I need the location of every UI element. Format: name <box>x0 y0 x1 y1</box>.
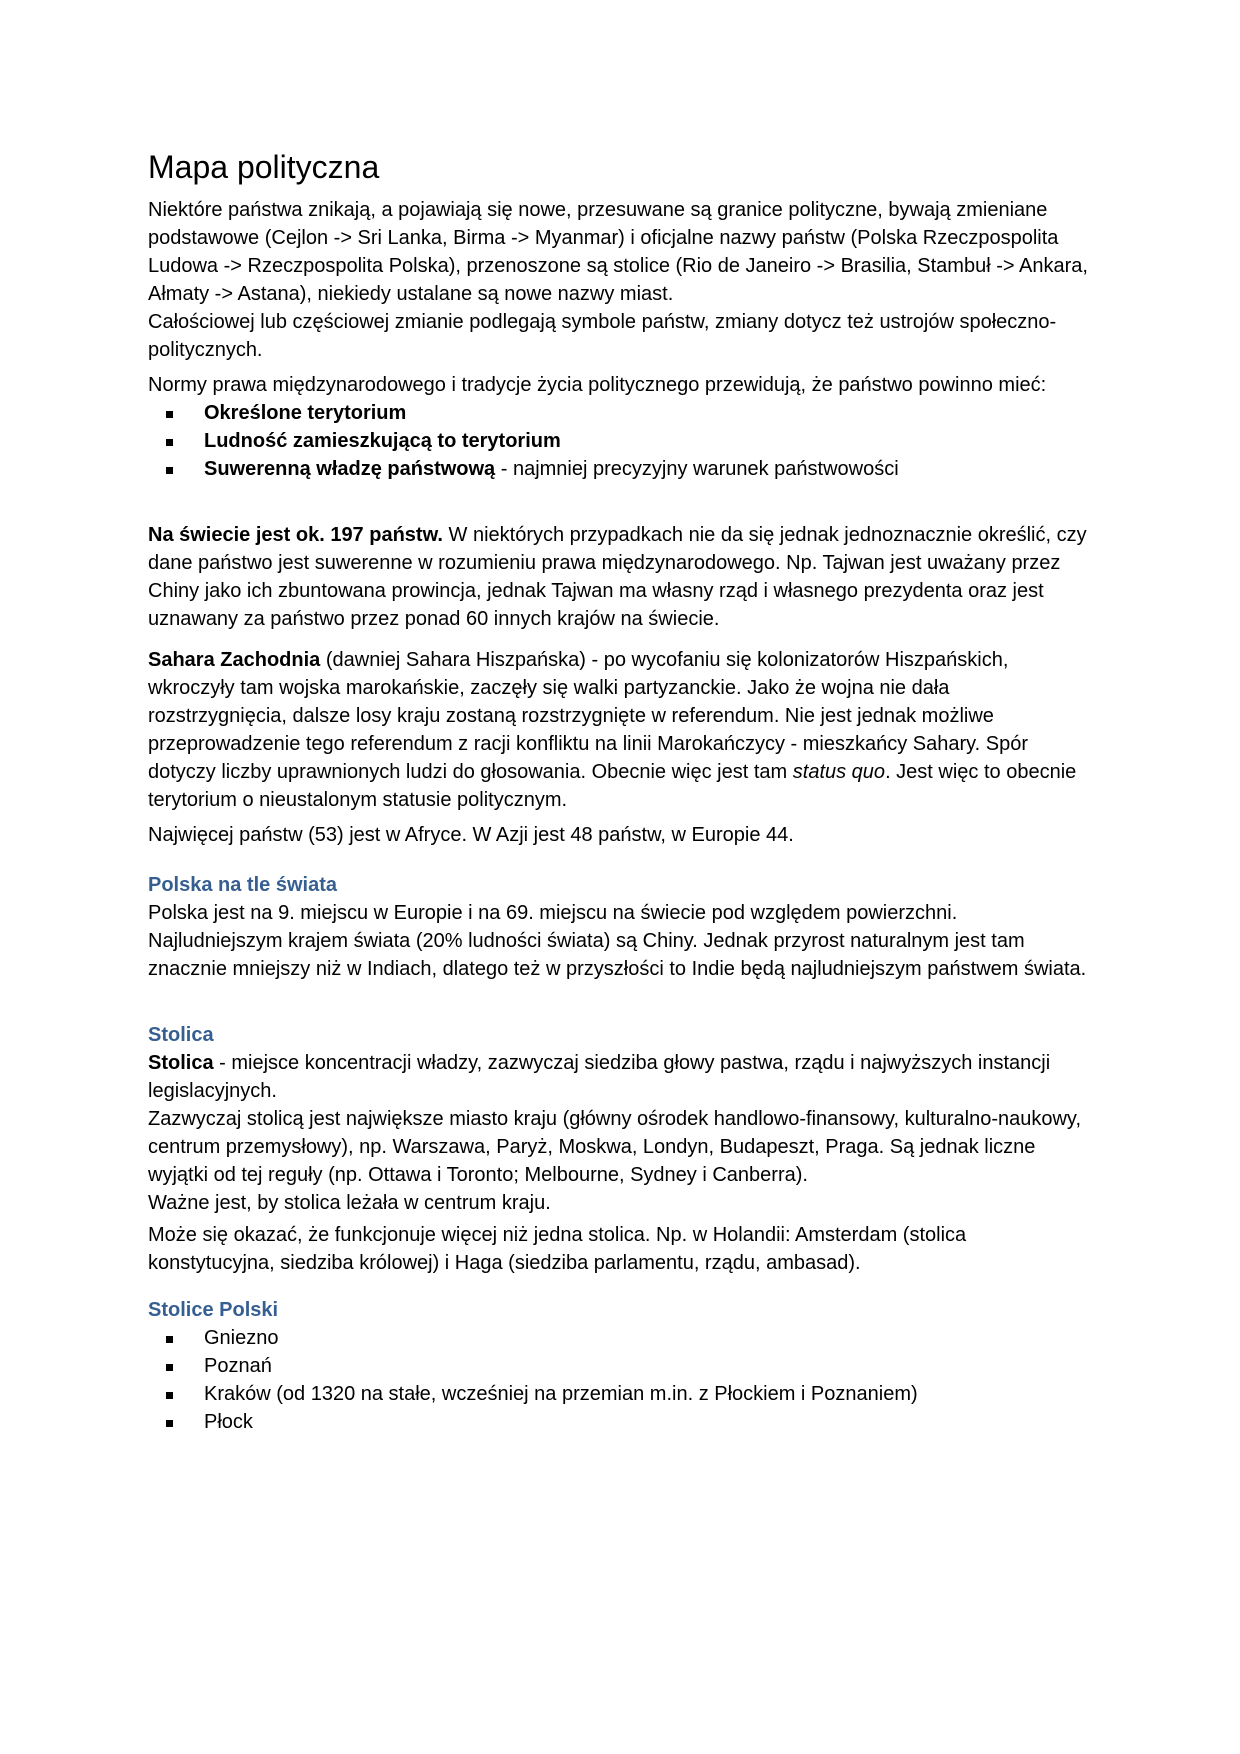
multiple-capitals-paragraph: Może się okazać, że funkcjonuje więcej niż jedna stolica. Np. w Holandii: Amsterdam (stolica konstytucyjna, siedziba królowej) i Haga (siedziba parlamentu, rządu, ambasad). <box>148 1224 967 1274</box>
section-heading-stolice-polski: Stolice Polski <box>148 1299 279 1321</box>
intro-section <box>148 196 1093 364</box>
section-heading-stolica: Stolica <box>148 1024 214 1046</box>
intro-paragraph: Całościowej lub częściowej zmianie podlegają symbole państw, zmiany dotycz też ustrojów społeczno-politycznych. <box>148 311 1057 361</box>
stolica-term: Stolica <box>148 1052 214 1074</box>
polish-capitals-list <box>148 1324 1093 1436</box>
norms-section <box>148 371 1093 483</box>
continents-paragraph: Najwięcej państw (53) jest w Afryce. W Azji jest 48 państw, w Europie 44. <box>148 824 794 846</box>
list-item: Kraków (od 1320 na stałe, wcześniej na przemian m.in. z Płockiem i Poznaniem) <box>148 1380 1093 1408</box>
state-conditions-list <box>148 399 1093 483</box>
states-count-highlight: Na świecie jest ok. 197 państw. <box>148 524 443 546</box>
stolica-section: Stolica - miejsce koncentracji władzy, zazwyczaj siedziba głowy pastwa, rządu i najwyższych instancji legislacyjnych. Zazwyczaj stolicą jest największe miasto kraju (główny ośrodek handlowo-finansowy, kulturalno-naukowy, centrum przemysłowy), np. Warszawa, Paryż, Moskwa, Londyn, Budapeszt, Praga. Są jednak liczne wyjątki od tej reguły (np. Ottawa i Toronto; Melbourne, Sydney i Canberra). Ważne jest, by stolica leżała w centrum kraju. <box>148 1052 1081 1214</box>
page-title: Mapa polityczna <box>148 149 380 185</box>
list-item: Poznań <box>148 1352 1093 1380</box>
list-item: Określone terytorium <box>148 399 1093 427</box>
states-count-paragraph: Na świecie jest ok. 197 państw. W niektórych przypadkach nie da się jednak jednoznacznie określić, czy dane państwo jest suwerenne w rozumieniu prawa międzynarodowego. Np. Tajwan jest uważany przez Chiny jako ich zbuntowana prowincja, jednak Tajwan ma własny rząd i własnego prezydenta oraz jest uznawany za państwo przez ponad 60 innych krajów na świecie. <box>148 524 1087 630</box>
section-heading-polska: Polska na tle świata <box>148 874 337 896</box>
western-sahara-term: Sahara Zachodnia <box>148 649 321 671</box>
list-item: Suwerenną władzę państwową - najmniej precyzyjny warunek państwowości <box>148 455 1093 483</box>
list-item: Płock <box>148 1408 1093 1436</box>
intro-paragraph: Niektóre państwa znikają, a pojawiają się nowe, przesuwane są granice polityczne, bywają zmieniane podstawowe (Cejlon -> Sri Lanka, Birma -> Myanmar) i oficjalne nazwy państw (Polska Rzeczpospolita Ludowa -> Rzeczpospolita Polska), przenoszone są stolice (Rio de Janeiro -> Brasilia, Stambuł -> Ankara, Ałmaty -> Astana), niekiedy ustalane są nowe nazwy miast. <box>148 199 1088 305</box>
norms-paragraph: Normy prawa międzynarodowego i tradycje życia politycznego przewidują, że państwo powinno mieć: <box>148 374 1047 396</box>
list-item: Gniezno <box>148 1324 1093 1352</box>
list-item: Ludność zamieszkującą to terytorium <box>148 427 1093 455</box>
western-sahara-paragraph: Sahara Zachodnia (dawniej Sahara Hiszpańska) - po wycofaniu się kolonizatorów Hiszpańskich, wkroczyły tam wojska marokańskie, zaczęły się walki partyzanckie. Jako że wojna nie dała rozstrzygnięcia, dalsze losy kraju zostaną rozstrzygnięte w referendum. Nie jest jednak możliwe przeprowadzenie tego referendum z racji konfliktu na linii Marokańczycy - mieszkańcy Sahary. Spór dotyczy liczby uprawnionych ludzi do głosowania. Obecnie więc jest tam status quo. Jest więc to obecnie terytorium o nieustalonym statusie politycznym. <box>148 649 1077 811</box>
polska-paragraph: Polska jest na 9. miejscu w Europie i na 69. miejscu na świecie pod względem powierzchni. Najludniejszym krajem świata (20% ludności świata) są Chiny. Jednak przyrost naturalnym jest tam znacznie mniejszy niż w Indiach, dlatego też w przyszłości to Indie będą najludniejszym państwem świata. <box>148 902 1087 980</box>
polish-capitals-section <box>148 1324 1093 1436</box>
